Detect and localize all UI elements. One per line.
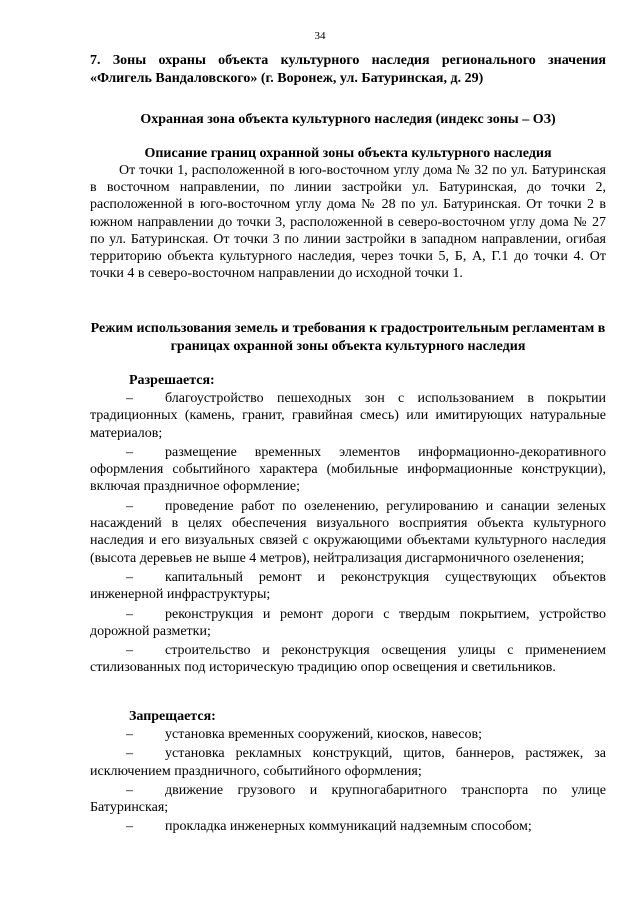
dash-bullet: – [126,643,133,659]
forbidden-heading: Запрещается: [129,709,216,724]
description-text: От точки 1, расположенной в юго-восточном углу дома № 32 по ул. Батуринская в восточном направлении, по линии застройки ул. Батуринская, до точки 2, расположенной в юго-восточном углу дома № 28 по ул. Батуринская. От точки 2 в южном направлении до точки 3, расположенной в северо-восточном углу дома № 27 по ул. Батуринская. От точки 3 по линии застройки в западном направлении, огибая территорию объекта культурного наследия, через точки 5, Б, А, Г.1 до точки 4. От точки 4 в северо-восточном направлении до исходной точки 1. [90,163,606,282]
forbidden-list [90,726,606,838]
list-item [90,782,606,817]
list-item-text: благоустройство пешеходных зон с использованием в покрытии традиционных (камень, гранит, гравийная смесь) или имитирующих натуральные материалов; [90,391,606,441]
dash-bullet: – [126,782,133,798]
page-number: 34 [314,30,326,42]
list-item-text: капитальный ремонт и реконструкция существующих объектов инженерной инфраструктуры; [90,569,606,603]
list-item-text: строительство и реконструкция освещения улицы с применением стилизованных под историческую традицию опор освещения и светильников. [90,643,606,676]
dash-bullet: – [126,391,133,406]
allowed-list [90,390,606,679]
list-item-text: реконструкция и ремонт дороги с твердым покрытием, устройство дорожной разметки; [90,606,606,639]
allowed-heading: Разрешается: [129,373,215,388]
list-item-text: проведение работ по озеленению, регулированию и санации зеленых насаждений в целях обеспечения визуального восприятия объекта культурного наследия и его визуальных связей с окружающими объектами культурного наследия (высота деревьев не выше 4 метров), нейтрализация дисгармоничного озеленения; [90,498,606,566]
list-item [90,726,606,743]
description-title: Описание границ охранной зоны объекта культурного наследия [144,146,552,161]
dash-bullet: – [126,746,133,762]
list-item [90,498,606,567]
dash-bullet: – [126,569,133,585]
dash-bullet: – [126,727,133,742]
list-item-text: движение грузового и крупногабаритного транспорта по улице Батуринская; [90,782,606,816]
list-item [90,444,606,496]
dash-bullet: – [126,444,133,460]
list-item [90,606,606,641]
list-item [90,642,606,677]
list-item [90,569,606,604]
list-item [90,390,606,442]
section-title: 7. Зоны охраны объекта культурного наследия регионального значения «Флигель Вандаловского» (г. Воронеж, ул. Батуринская, д. 29) [90,53,606,86]
zone-title: Охранная зона объекта культурного наследия (индекс зоны – ОЗ) [140,112,556,127]
dash-bullet: – [126,606,133,622]
dash-bullet: – [126,498,133,514]
list-item-text: размещение временных элементов информационно-декоративного оформления событийного характера (мобильные информационные конструкции), включая праздничное оформление; [90,444,606,495]
list-item-text: прокладка инженерных коммуникаций надземным способом; [165,819,532,835]
list-item-text: установка временных сооружений, киосков, навесов; [165,727,483,742]
list-item [90,745,606,780]
list-item-text: установка рекламных конструкций, щитов, баннеров, растяжек, за исключением праздничного, событийного оформления; [90,746,606,779]
regime-title: Режим использования земель и требования к градостроительным регламентам в границах охранной зоны объекта культурного наследия [90,321,606,354]
dash-bullet: – [126,819,133,835]
list-item [90,818,606,835]
